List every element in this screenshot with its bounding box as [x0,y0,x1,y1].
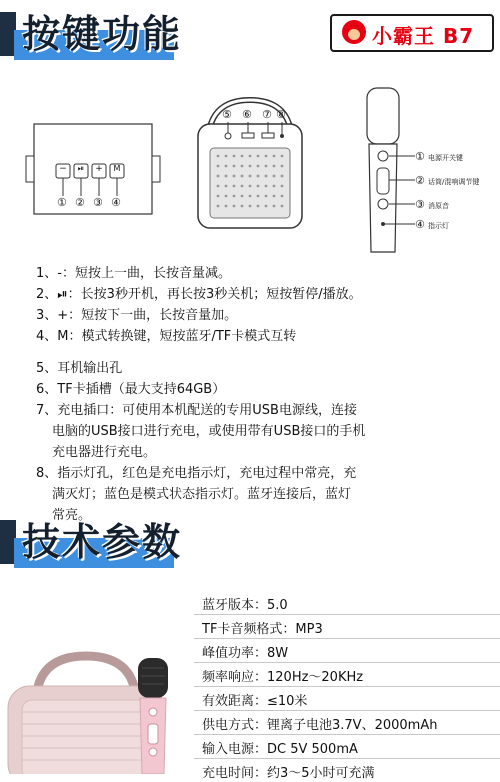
top-number-8: ⑧ [276,108,286,121]
function-line-4: 4、M：模式转换键，短按蓝牙/TF卡模式互转 [36,329,297,344]
spec-power-supply: 供电方式：锂离子电池3.7V、2000mAh [202,718,438,733]
function-line-1: 1、-：短按上一曲，长按音量减。 [36,266,231,281]
functions-title: 按键功能 [22,12,183,56]
mic-number-3: ③ [415,198,425,211]
function-line-5: 5、耳机输出孔 [36,361,123,376]
mic-number-1: ① [415,150,425,163]
spec-row [194,686,500,711]
button-glyph-mode: M [113,164,121,173]
speaker-back-diagram [180,82,320,242]
spec-range: 有效距离：≤10米 [202,694,308,709]
spec-row [194,638,500,663]
function-line-6: 6、TF卡插槽（最大支持64GB） [36,382,226,397]
mic-label-reverb: 话筒/混响调节键 [428,178,480,186]
front-number-1: ① [57,196,67,209]
function-line-3: 3、+：短按下一曲，长按音量加。 [36,308,238,323]
spec-peak-power: 峰值功率：8W [202,646,289,661]
product-photo [0,640,190,774]
top-number-5: ⑤ [222,108,232,121]
microphone-diagram [355,84,415,264]
top-number-6: ⑥ [242,108,252,121]
spec-row [194,734,500,759]
brand-logo [330,14,494,52]
mic-label-vocal-cut: 消原音 [428,202,449,210]
function-line-8c: 常亮。 [52,508,92,523]
mic-number-2: ② [415,174,425,187]
spec-row [194,590,500,615]
front-number-2: ② [75,196,85,209]
spec-tf-format: TF卡音频格式：MP3 [202,622,323,637]
section-header-specs [0,516,200,572]
brand-mascot-icon [342,20,366,44]
spec-frequency: 频率响应：120Hz～20KHz [202,670,364,685]
spec-bluetooth: 蓝牙版本：5.0 [202,598,288,613]
function-line-7b: 电脑的USB接口进行充电，或使用带有USB接口的手机 [52,424,366,439]
function-line-7c: 充电器进行充电。 [52,445,157,460]
function-line-7: 7、充电插口：可使用本机配送的专用USB电源线，连接 [36,403,357,418]
brand-name: 小霸王 B7 [372,24,475,48]
button-glyph-plus: + [95,164,103,174]
spec-charge-time: 充电时间：约3～5小时可充满 [202,766,375,781]
spec-row [194,710,500,735]
mic-number-4: ④ [415,218,425,231]
section-header-functions [0,8,200,64]
mic-label-indicator: 指示灯 [428,222,449,230]
button-glyph-minus: − [59,164,67,174]
function-line-2: 2、⏯：长按3秒开机，再长按3秒关机；短按暂停/播放。 [36,287,362,302]
spec-row [194,614,500,639]
spec-row [194,662,500,687]
function-line-8b: 满灭灯；蓝色是模式状态指示灯。蓝牙连接后，蓝灯 [52,487,352,502]
front-number-4: ④ [111,196,121,209]
spec-row [194,758,500,782]
top-number-7: ⑦ [262,108,272,121]
mic-label-power: 电源开关键 [428,154,463,162]
front-number-3: ③ [93,196,103,209]
function-line-8: 8、指示灯孔，红色是充电指示灯，充电过程中常亮，充 [36,466,357,481]
spec-input: 输入电源：DC 5V 500mA [202,742,358,757]
button-glyph-play: ⏯ [77,164,85,173]
specs-title: 技术参数 [22,520,183,564]
